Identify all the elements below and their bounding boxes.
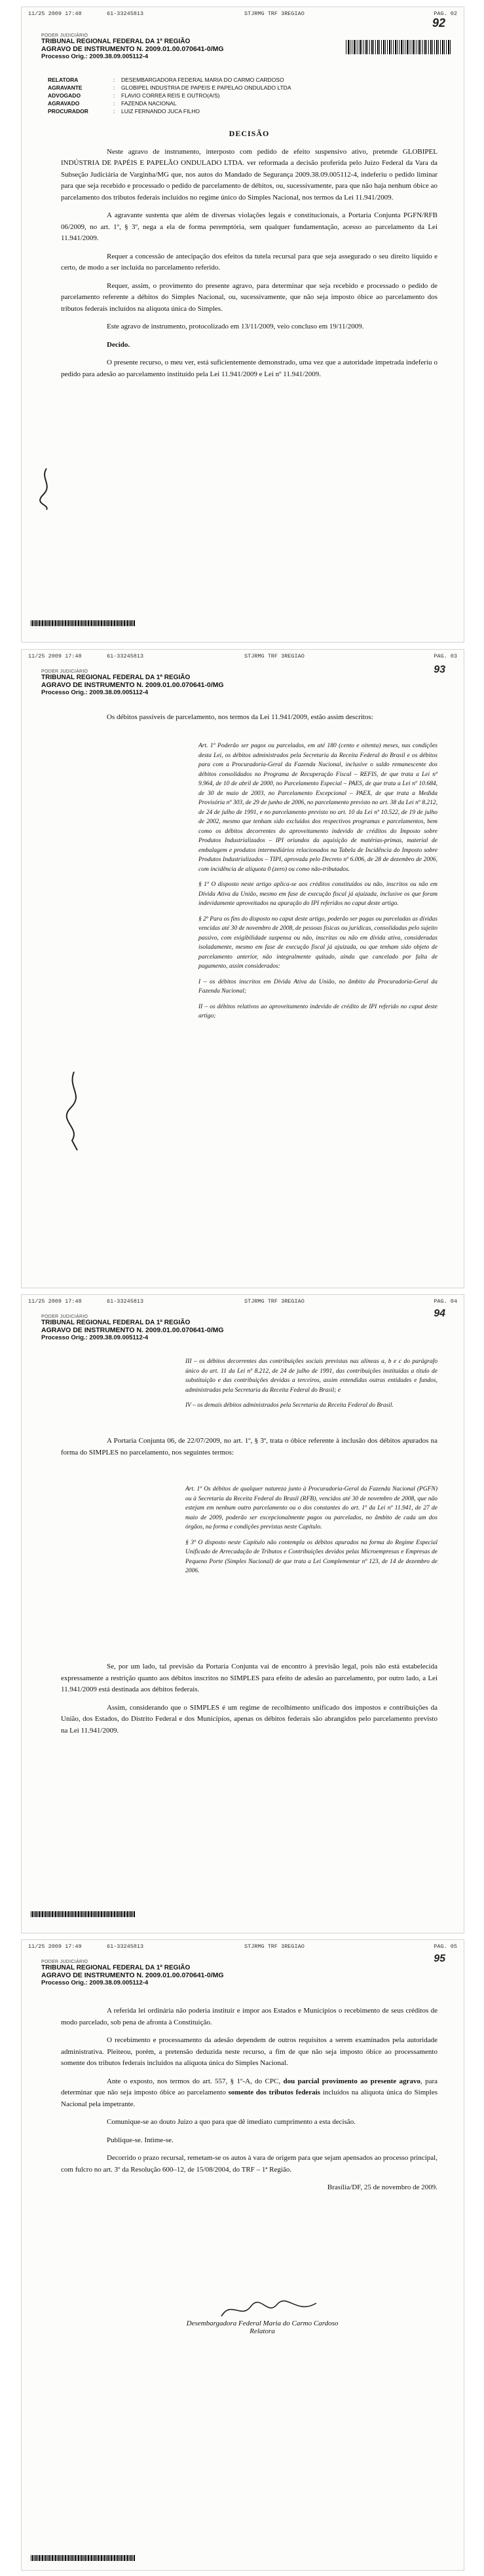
fax-number: 61-33245813 <box>107 1298 144 1305</box>
fax-timestamp: 11/25 2009 17:48 <box>28 10 82 17</box>
tribunal-name: TRIBUNAL REGIONAL FEDERAL DA 1ª REGIÃO <box>41 1319 191 1326</box>
portaria-paragraph <box>61 1436 437 1465</box>
party-row: AGRAVADO : FAZENDA NACIONAL <box>48 100 177 107</box>
fax-recipient: STJRMG TRF 3REGIAO <box>244 10 305 17</box>
agravo-number: AGRAVO DE INSTRUMENTO N. 2009.01.00.070641-0/MG <box>41 1326 224 1334</box>
poder-judiciario-label: PODER JUDICIÁRIO <box>41 1960 88 1964</box>
handwritten-signature <box>218 2297 323 2323</box>
fax-page: PAG. 02 <box>434 10 457 17</box>
footer-barcode <box>31 1911 136 1917</box>
margin-signature-mark <box>58 1068 90 1154</box>
document-header <box>41 669 451 696</box>
agravo-number: AGRAVO DE INSTRUMENTO N. 2009.01.00.070641-0/MG <box>41 681 224 689</box>
paragraph: Neste agravo de instrumento, interposto com pedido de efeito suspensivo ativo, pretende GLOBIPEL INDÚSTRIA DE PAPÉIS E PAPELÃO ONDULADO LTDA. ver reformada a decisão proferida pelo Juízo Federal da Vara da Subseção Judiciária de Varginha/MG que, nos autos do Mandado de Segurança 2009.38.09.005112-4, indeferiu o pedido liminar para que seja recebido e processado o pedido de parcelamento de débitos, ou, sucessivamente, para que não haja nenhum óbice ao parcelamento dos tributos federais incluídos no regime único do Simples Nacional, nos termos da Lei 11.941/2009. <box>61 147 437 202</box>
decision-date: Brasília/DF, 25 de novembro de 2009. <box>327 2183 437 2191</box>
signature-block <box>140 2320 385 2335</box>
fax-recipient: STJRMG TRF 3REGIAO <box>244 1298 305 1305</box>
page-stamp: 92 <box>432 16 445 29</box>
processo-number: Processo Orig.: 2009.38.09.005112-4 <box>41 1979 149 1986</box>
party-row: ADVOGADO : FLAVIO CORREA REIS E OUTRO(A/S) <box>48 92 220 99</box>
paragraph: Se, por um lado, tal previsão da Portaria Conjunta vai de encontro à previsão legal, pois não está estabelecida expressamente a restrição quanto aos débitos inscritos no SIMPLES para efeito de adesão ao parcelamento, por outro lado, a Lei 11.941/2009 está destinada aos débitos federais. <box>61 1663 437 1693</box>
citation-paragraph: § 1º O disposto neste artigo aplica-se aos créditos constituídos ou não, inscritos ou não em Dívida Ativa da União, mesmo em fase de execução fiscal já ajuizada, inclusive os que foram indevidamente aproveitados na apuração do IPI referidos no caput deste artigo. <box>198 881 437 907</box>
paragraph: A Portaria Conjunta 06, de 22/07/2009, no art. 1º, § 3º, trata o óbice referente à inclusão dos débitos apurados na forma do SIMPLES no parcelamento, nos seguintes termos: <box>61 1437 437 1456</box>
document-page-3 <box>21 1294 464 1933</box>
page-stamp: 93 <box>434 664 445 675</box>
fax-header <box>28 1943 457 1952</box>
law-citation <box>185 1357 437 1417</box>
poder-judiciario-label: PODER JUDICIÁRIO <box>41 33 88 38</box>
page-stamp: 94 <box>434 1308 445 1319</box>
tribunal-name: TRIBUNAL REGIONAL FEDERAL DA 1ª REGIÃO <box>41 38 191 45</box>
fax-recipient: STJRMG TRF 3REGIAO <box>244 1943 305 1950</box>
party-row: PROCURADOR : LUIZ FERNANDO JUCA FILHO <box>48 108 200 115</box>
document-page-2 <box>21 649 464 1288</box>
document-page-1 <box>21 7 464 643</box>
decision-title: DECISÃO <box>229 129 270 138</box>
paragraph: Os débitos passíveis de parcelamento, nos termos da Lei 11.941/2009, estão assim descritos: <box>107 713 373 721</box>
analysis-paragraphs <box>61 1661 437 1743</box>
tribunal-name: TRIBUNAL REGIONAL FEDERAL DA 1ª REGIÃO <box>41 1964 191 1971</box>
citation-paragraph: § 3º O disposto neste Capítulo não contempla os débitos apurados na forma do Regime Especial Unificado de Arrecadação de Tributos e Contribuições devidos pelas Microempresas e Empresas de Pequeno Porte (Simples Nacional) de que trata a Lei Complementar nº 123, de 14 de dezembro de 2006. <box>185 1539 437 1574</box>
decision-body <box>61 128 437 387</box>
paragraph: O presente recurso, o meu ver, está suficientemente demonstrado, uma vez que a autoridade impetrada indeferiu o pedido para adesão ao parcelamento instituído pela Lei 11.941/2009 e Lei nº 11.941/2009. <box>61 359 437 378</box>
agravo-number: AGRAVO DE INSTRUMENTO N. 2009.01.00.070641-0/MG <box>41 1971 224 1979</box>
fax-page: PAG. 03 <box>434 653 457 660</box>
tribunal-name: TRIBUNAL REGIONAL FEDERAL DA 1ª REGIÃO <box>41 674 191 681</box>
signer-name: Desembargadora Federal Maria do Carmo Cardoso <box>186 2320 339 2327</box>
fax-timestamp: 11/25 2009 17:48 <box>28 1298 82 1305</box>
paragraph: Publique-se. Intime-se. <box>107 2136 174 2144</box>
processo-number: Processo Orig.: 2009.38.09.005112-4 <box>41 1334 149 1341</box>
citation-paragraph: III – os débitos decorrentes das contribuições sociais previstas nas alíneas a, b e c do parágrafo único do art. 11 da Lei nº 8.212, de 24 de julho de 1991, das contribuições instituídas a título de substituição e das contribuições devidas a terceiros, assim entendidas outras entidades e fundos, administradas pela Secretaria da Receita Federal do Brasil; e <box>185 1358 437 1394</box>
citation-paragraph: § 2º Para os fins do disposto no caput deste artigo, poderão ser pagas ou parceladas as dívidas vencidas até 30 de novembro de 2008, de pessoas físicas ou jurídicas, consolidadas pelo sujeito passivo, com exigibilidade suspensa ou não, inscritas ou não em dívida ativa, consideradas isoladamente, mesmo em fase de execução fiscal já ajuizada, ou que tenham sido objeto de parcelamento anterior, não integralmente quitado, ainda que cancelado por falta de pagamento, assim considerados: <box>198 915 437 970</box>
paragraph: Comunique-se ao douto Juízo a quo para que dê imediato cumprimento a esta decisão. <box>107 2118 356 2126</box>
footer-barcode <box>31 2555 136 2561</box>
fax-page: PAG. 04 <box>434 1298 457 1305</box>
paragraph: O recebimento e processamento da adesão dependem de outros requisitos a serem examinados pela autoridade administrativa. Pleiteou, porém, a pretensão deduzida neste recurso, a fim de que não seja imposto óbice ao processamento somente dos tributos federais incluídos na alíquota única do Simples Nacional. <box>61 2036 437 2067</box>
signer-role: Relatora <box>250 2327 275 2335</box>
citation-paragraph: Art. 1º Poderão ser pagos ou parcelados, em até 180 (cento e oitenta) meses, nas condições desta Lei, os débitos administrados pela Secretaria da Receita Federal do Brasil e os débitos para com a Procuradoria-Geral da Fazenda Nacional, inclusive o saldo remanescente dos débitos consolidados no Programa de Recuperação Fiscal – REFIS, de que trata a Lei nº 9.964, de 10 de abril de 2000, no Parcelamento Especial – PAES, de que trata a Lei nº 10.684, de 30 de maio de 2003, no Parcelamento Excepcional – PAEX, de que trata a Medida Provisória nº 303, de 29 de junho de 2006, no parcelamento previsto no art. 38 da Lei nº 8.212, de 24 de julho de 1991, e no parcelamento previsto no art. 10 da Lei nº 10.522, de 19 de julho de 2002, mesmo que tenham sido excluídos dos respectivos programas e parcelamentos, bem como os débitos decorrentes do aproveitamento indevido de créditos do Imposto sobre Produtos Industrializados – IPI oriundos da aquisição de matérias-primas, material de embalagem e produtos intermediários relacionados na Tabela de Incidência do Imposto sobre Produtos Industrializados – TIPI, aprovada pelo Decreto nº 6.006, de 28 de dezembro de 2006, com incidência de alíquota 0 (zero) ou como não-tributados. <box>198 743 437 873</box>
fax-number: 61-33245813 <box>107 10 144 17</box>
fax-timestamp: 11/25 2009 17:49 <box>28 1943 82 1950</box>
margin-signature-mark <box>33 465 60 511</box>
document-header <box>41 1314 451 1341</box>
processo-number: Processo Orig.: 2009.38.09.005112-4 <box>41 689 149 696</box>
party-row: RELATORA : DESEMBARGADORA FEDERAL MARIA DO CARMO CARDOSO <box>48 77 284 83</box>
paragraph: Requer a concessão de antecipação dos efeitos da tutela recursal para que seja assegurado o seu direito líquido e certo, de modo a ser incluída no parcelamento referido. <box>61 252 437 272</box>
citation-paragraph: I – os débitos inscritos em Dívida Ativa da União, no âmbito da Procuradoria-Geral da Fazenda Nacional; <box>198 978 437 995</box>
ruling-bold: dou parcial provimento ao presente agravo <box>283 2077 420 2085</box>
paragraph: A referida lei ordinária não poderia instituir e impor aos Estados e Municípios o recebimento de seus créditos de modo parcelado, sob pena de afronta à Constituição. <box>61 2007 437 2026</box>
conclusion-body <box>61 2005 437 2200</box>
citation-paragraph: II – os débitos relativos ao aproveitamento indevido de crédito de IPI referido no caput deste artigo; <box>198 1003 437 1019</box>
fax-number: 61-33245813 <box>107 1943 144 1950</box>
processo-number: Processo Orig.: 2009.38.09.005112-4 <box>41 53 149 60</box>
agravo-number: AGRAVO DE INSTRUMENTO N. 2009.01.00.070641-0/MG <box>41 45 224 53</box>
paragraph: Decorrido o prazo recursal, remetam-se os autos à vara de origem para que sejam apensados ao processo principal, com fulcro no art. 3º da Resolução 600–12, de 15/08/2004, do TRF – 1ª Região. <box>61 2154 437 2174</box>
fax-timestamp: 11/25 2009 17:48 <box>28 653 82 660</box>
fax-header <box>28 1298 457 1307</box>
document-header <box>41 1960 451 1986</box>
parties-table <box>48 76 451 115</box>
paragraph: A agravante sustenta que além de diversas violações legais e constitucionais, a Portaria Conjunta PGFN/RFB 06/2009, no art. 1º, § 3º, nega a ela de forma peremptória, sem qualquer fundamentação, acesso ao parcelamento da Lei 11.941/2009. <box>61 211 437 242</box>
ruling-paragraph: Ante o exposto, nos termos do art. 557, § 1º-A, do CPC, dou parcial provimento ao presente agravo, para determinar que não seja imposto óbice ao parcelamento somente dos tributos federais incluídos na alíquota única do Simples Nacional pela impetrante. <box>61 2077 438 2108</box>
document-page-4 <box>21 1939 464 2571</box>
fax-header <box>28 653 457 662</box>
paragraph: Assim, considerando que o SIMPLES é um regime de recolhimento unificado dos impostos e contribuições da União, dos Estados, do Distrito Federal e dos Municípios, apenas os débitos federais são abrangidos pelo parcelamento previsto na Lei 11.941/2009. <box>61 1703 437 1735</box>
fax-page: PAG. 05 <box>434 1943 457 1950</box>
footer-barcode <box>31 620 136 626</box>
poder-judiciario-label: PODER JUDICIÁRIO <box>41 669 88 674</box>
party-row: AGRAVANTE : GLOBIPEL INDUSTRIA DE PAPEIS E PAPELAO ONDULADO LTDA <box>48 84 291 91</box>
paragraph: Requer, assim, o provimento do presente agravo, para determinar que seja recebido e processado o pedido de parcelamento referente a débitos do Simples Nacional, ou, sucessivamente, que não seja imposto óbice ao parcelamento dos tributos federais incluídos na alíquota única do Simples. <box>61 281 437 313</box>
fax-recipient: STJRMG TRF 3REGIAO <box>244 653 305 660</box>
portaria-citation <box>185 1485 437 1582</box>
intro-paragraph <box>61 712 437 730</box>
paragraph: Este agravo de instrumento, protocolizado em 13/11/2009, veio concluso em 19/11/2009. <box>107 323 364 330</box>
ruling-bold-federal: somente dos tributos federais <box>228 2089 320 2096</box>
decido-heading: Decido. <box>107 340 130 349</box>
poder-judiciario-label: PODER JUDICIÁRIO <box>41 1314 88 1319</box>
page-stamp: 95 <box>434 1953 445 1964</box>
law-citation <box>198 741 437 1027</box>
fax-header <box>28 10 457 20</box>
barcode <box>346 40 451 54</box>
fax-number: 61-33245813 <box>107 653 144 660</box>
citation-paragraph: Art. 1º Os débitos de qualquer natureza junto à Procuradoria-Geral da Fazenda Nacional (PGFN) ou à Secretaria da Receita Federal do Brasil (RFB), vencidos até 30 de novembro de 2008, que não estejam em nenhum outro parcelamento ou o dos constantes do art. 1º da Lei nº 11.941, de 27 de maio de 2009, poderão ser excepcionalmente pagos ou parcelados, no âmbito de cada um dos órgãos, na forma e condições previstas neste Capítulo. <box>185 1486 437 1530</box>
citation-paragraph: IV – os demais débitos administrados pela Secretaria da Receita Federal do Brasil. <box>185 1402 394 1409</box>
